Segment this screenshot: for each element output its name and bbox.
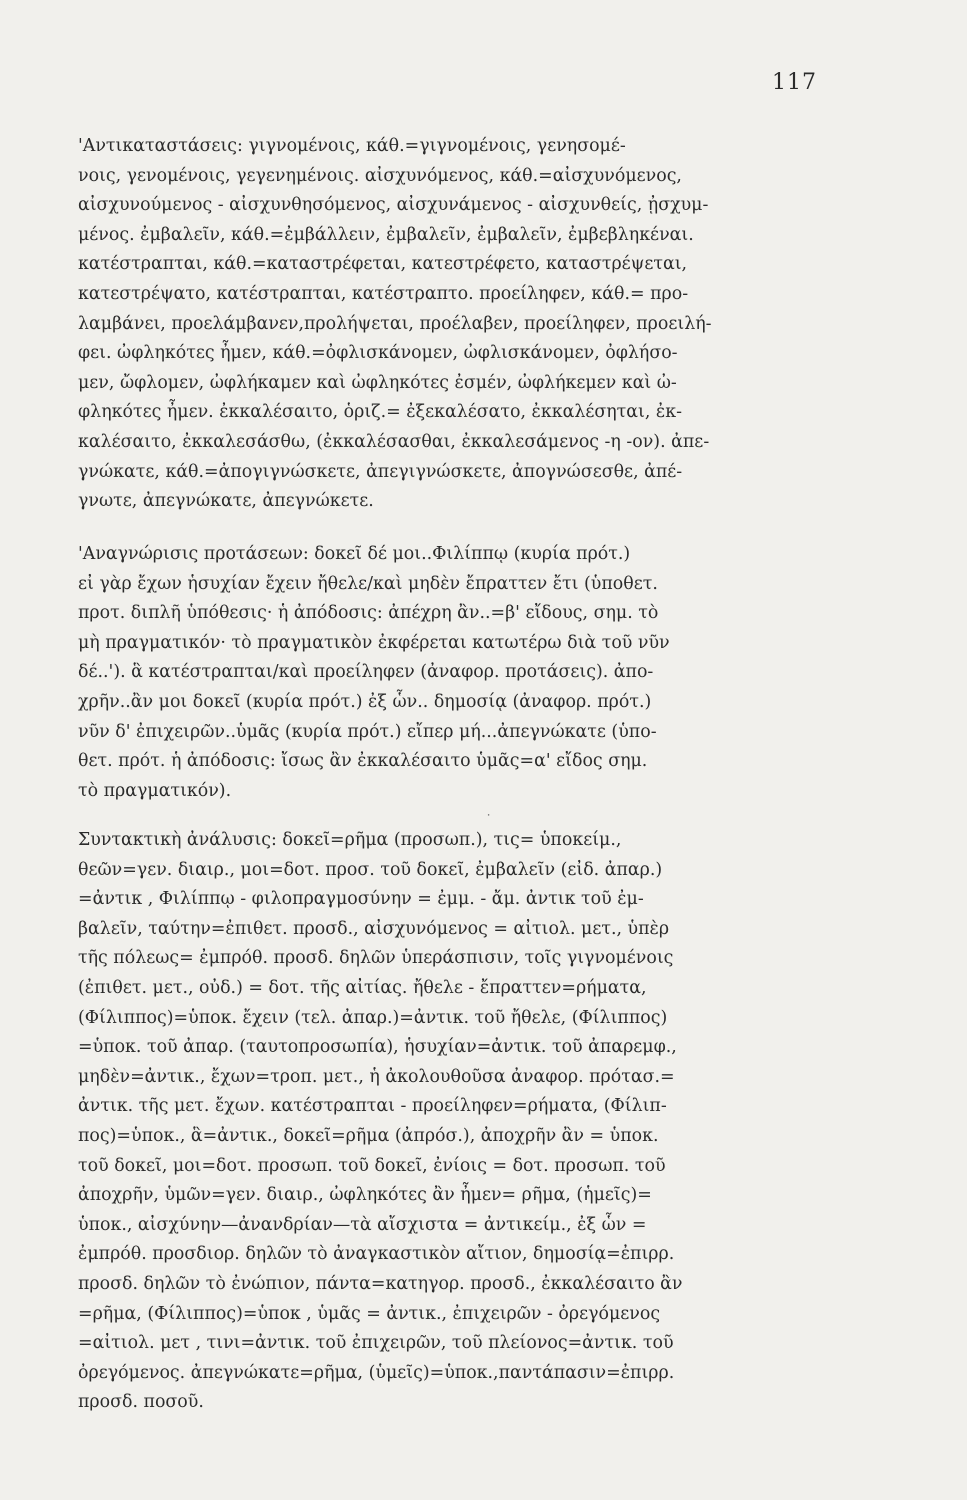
text-line: ὀρεγόμενος. ἀπεγνώκατε=ρῆμα, (ὑμεῖς)=ὑποκ.,παντάπασιν=ἐπιρρ. bbox=[78, 1362, 675, 1383]
text-line: φει. ὠφληκότες ἦμεν, κάθ.=ὀφλισκάνομεν, ὠφλισκάνομεν, ὀφλήσο- bbox=[78, 343, 678, 364]
text-line: προτ. διπλῆ ὑπόθεσις· ἡ ἀπόδοσις: ἀπέχρη ἂν..=β' εἴδους, σημ. τὸ bbox=[78, 603, 659, 624]
text-line: τῆς πόλεως= ἐμπρόθ. προσδ. δηλῶν ὑπεράσπισιν, τοῖς γιγνομένοις bbox=[78, 948, 674, 969]
text-line: εἰ γὰρ ἔχων ἡσυχίαν ἔχειν ἤθελε/καὶ μηδὲν ἔπραττεν ἔτι (ὑποθετ. bbox=[78, 573, 658, 594]
text-line: καλέσαιτο, ἐκκαλεσάσθω, (ἐκκαλέσασθαι, ἐκκαλεσάμενος -η -ον). ἀπε- bbox=[78, 431, 710, 452]
text-line: τὸ πραγματικόν). bbox=[78, 780, 232, 801]
text-line: γνώκατε, κάθ.=ἀπογιγνώσκετε, ἀπεγιγνώσκετε, ἀπογνώσεσθε, ἀπέ- bbox=[78, 461, 683, 482]
text-line: δέ..'). ἃ κατέστραπται/καὶ προείληφεν (ἀναφορ. προτάσεις). ἀπο- bbox=[78, 662, 654, 683]
text-line: κατεστρέψατο, κατέστραπται, κατέστραπτο. προείληφεν, κάθ.= προ- bbox=[78, 283, 689, 304]
text-line: χρῆν..ἂν μοι δοκεῖ (κυρία πρότ.) ἐξ ὧν.. δημοσίᾳ (ἀναφορ. πρότ.) bbox=[78, 691, 652, 712]
text-line: ἀποχρῆν, ὑμῶν=γεν. διαιρ., ὠφληκότες ἂν ἦμεν= ρῆμα, (ἡμεῖς)= bbox=[78, 1185, 652, 1206]
text-line: νοις, γενομένοις, γεγενημένοις. αἰσχυνόμενος, κάθ.=αἰσχυνόμενος, bbox=[78, 165, 682, 186]
text-line: βαλεῖν, ταύτην=ἐπιθετ. προσδ., αἰσχυνόμενος = αἰτιολ. μετ., ὑπὲρ bbox=[78, 918, 670, 939]
text-line: =ὑποκ. τοῦ ἀπαρ. (ταυτοπροσωπία), ἡσυχίαν=ἀντικ. τοῦ ἀπαρεμφ., bbox=[78, 1037, 677, 1058]
text-line: =αἰτιολ. μετ , τινι=ἀντικ. τοῦ ἐπιχειρῶν, τοῦ πλείονος=ἀντικ. τοῦ bbox=[78, 1333, 674, 1354]
text-line: κατέστραπται, κάθ.=καταστρέφεται, κατεστρέφετο, καταστρέψεται, bbox=[78, 254, 688, 275]
text-line: ἐμπρόθ. προσδιορ. δηλῶν τὸ ἀναγκαστικὸν αἴτιον, δημοσίᾳ=ἐπιρρ. bbox=[78, 1244, 675, 1265]
text-line: =ρῆμα, (Φίλιππος)=ὑποκ , ὑμᾶς = ἀντικ., ἐπιχειρῶν - ὀρεγόμενος bbox=[78, 1303, 661, 1324]
divider-mark: ⸱ bbox=[487, 808, 491, 822]
text-line: θετ. πρότ. ἡ ἀπόδοσις: ἴσως ἂν ἐκκαλέσαιτο ὑμᾶς=α' εἴδος σημ. bbox=[78, 751, 648, 772]
text-line: προσδ. δηλῶν τὸ ἐνώπιον, πάντα=κατηγορ. προσδ., ἐκκαλέσαιτο ἂν bbox=[78, 1273, 683, 1294]
text-line: (Φίλιππος)=ὑποκ. ἔχειν (τελ. ἀπαρ.)=ἀντικ. τοῦ ἤθελε, (Φίλιππος) bbox=[78, 1007, 668, 1028]
text-line: λαμβάνει, προελάμβανεν,προλήψεται, προέλαβεν, προείληφεν, προειλή- bbox=[78, 313, 712, 334]
text-line: μηδὲν=ἀντικ., ἔχων=τροπ. μετ., ἡ ἀκολουθοῦσα ἀναφορ. πρότασ.= bbox=[78, 1066, 675, 1087]
text-line: νῦν δ' ἐπιχειρῶν..ὑμᾶς (κυρία πρότ.) εἴπερ μή...ἀπεγνώκατε (ὑπο- bbox=[78, 721, 657, 742]
text-line: Συντακτικὴ ἀνάλυσις: δοκεῖ=ρῆμα (προσωπ.), τις= ὑποκείμ., bbox=[78, 830, 622, 850]
text-line: φληκότες ἦμεν. ἐκκαλέσαιτο, ὁριζ.= ἐξεκαλέσατο, ἐκκαλέσηται, ἐκ- bbox=[78, 402, 682, 423]
text-line: θεῶν=γεν. διαιρ., μοι=δοτ. προσ. τοῦ δοκεῖ, ἐμβαλεῖν (εἰδ. ἀπαρ.) bbox=[78, 859, 663, 880]
text-line: προσδ. ποσοῦ. bbox=[78, 1392, 204, 1413]
text-line: μὴ πραγματικόν· τὸ πραγματικὸν ἐκφέρεται κατωτέρω διὰ τοῦ νῦν bbox=[78, 632, 670, 653]
text-line: αἰσχυνούμενος - αἰσχυνθησόμενος, αἰσχυνάμενος - αἰσχυνθείς, ᾐσχυμ- bbox=[78, 195, 709, 216]
text-line: τοῦ δοκεῖ, μοι=δοτ. προσωπ. τοῦ δοκεῖ, ἐνίοις = δοτ. προσωπ. τοῦ bbox=[78, 1155, 666, 1176]
paragraph-clause-recognition bbox=[78, 540, 813, 806]
text-line: ὑποκ., αἰσχύνην—ἀνανδρίαν—τὰ αἴσχιστα = ἀντικείμ., ἐξ ὧν = bbox=[78, 1214, 647, 1235]
text-line: (ἐπιθετ. μετ., οὐδ.) = δοτ. τῆς αἰτίας. ἤθελε - ἔπραττεν=ρήματα, bbox=[78, 977, 647, 998]
text-line: 'Αντικαταστάσεις: γιγνομένοις, κάθ.=γιγνομένοις, γενησομέ- bbox=[78, 136, 626, 156]
text-line: =ἀντικ , Φιλίππῳ - φιλοπραγμοσύνην = ἐμμ. - ἄμ. ἀντικ τοῦ ἐμ- bbox=[78, 889, 644, 910]
paragraph-substitutions bbox=[78, 132, 813, 517]
text-line: πος)=ὑποκ., ἃ=ἀντικ., δοκεῖ=ρῆμα (ἀπρόσ.), ἀποχρῆν ἂν = ὑποκ. bbox=[78, 1125, 659, 1146]
paragraph-syntactic-analysis bbox=[78, 826, 813, 1418]
text-line: ἀντικ. τῆς μετ. ἔχων. κατέστραπται - προείληφεν=ρήματα, (Φίλιπ- bbox=[78, 1096, 667, 1117]
page-number: 117 bbox=[772, 70, 817, 95]
text-line: γνωτε, ἀπεγνώκατε, ἀπεγνώκετε. bbox=[78, 491, 374, 512]
text-line: 'Αναγνώρισις προτάσεων: δοκεῖ δέ μοι..Φιλίππῳ (κυρία πρότ.) bbox=[78, 544, 631, 564]
text-line: μένος. ἐμβαλεῖν, κάθ.=ἐμβάλλειν, ἐμβαλεῖν, ἐμβαλεῖν, ἐμβεβληκέναι. bbox=[78, 224, 694, 245]
text-line: μεν, ὤφλομεν, ὠφλήκαμεν καὶ ὠφληκότες ἐσμέν, ὠφλήκεμεν καὶ ὠ- bbox=[78, 372, 677, 393]
